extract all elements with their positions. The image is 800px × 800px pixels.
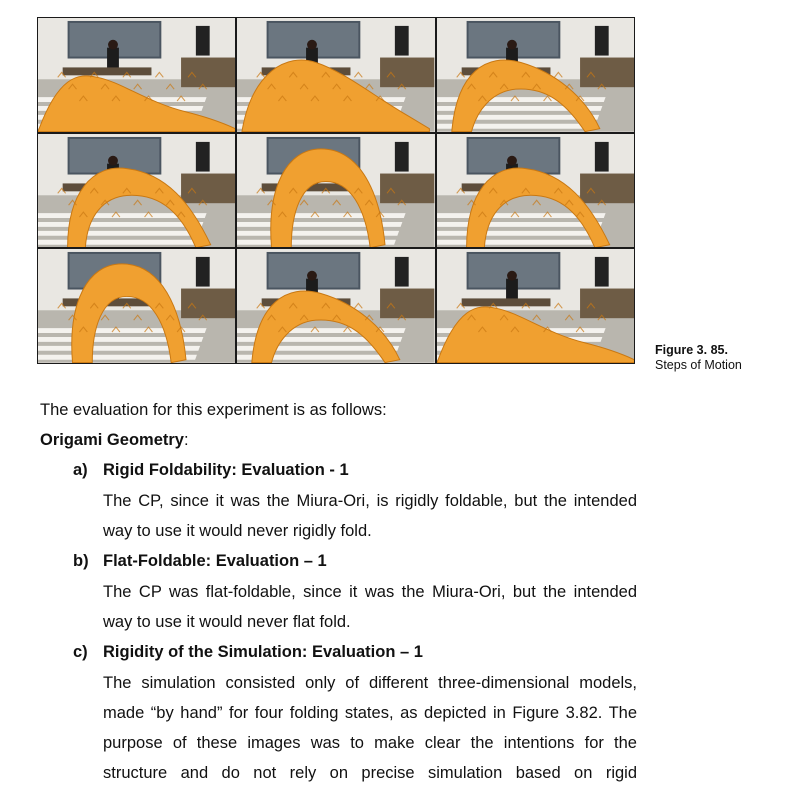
floor-plank: [38, 231, 200, 236]
desk: [580, 289, 634, 319]
figure-number: Figure 3. 85.: [655, 343, 728, 357]
desk: [580, 173, 634, 203]
floor-plank: [38, 222, 203, 227]
cabinet: [395, 26, 409, 56]
floor-plank: [38, 239, 197, 244]
item-line: purpose of these images was to make clear the intentions for the: [103, 734, 637, 752]
item-title: Rigid Foldability: Evaluation - 1: [103, 461, 349, 479]
section-title: Origami Geometry: [40, 431, 184, 449]
motion-step-photo: [38, 134, 235, 248]
section-colon: :: [183, 431, 189, 449]
table: [461, 299, 550, 307]
item-line: structure and do not rely on precise simulation based on rigid: [103, 764, 637, 782]
intro-paragraph: The evaluation for this experiment is as follows:: [40, 401, 387, 419]
item-marker: c): [73, 643, 88, 661]
item-line: way to use it would never flat fold.: [103, 613, 351, 631]
motion-step-photo: [237, 134, 434, 248]
motion-step-photo: [437, 134, 634, 248]
steps-of-motion-photo-grid: [37, 17, 635, 364]
motion-step-photo: [437, 249, 634, 363]
item-title: Rigidity of the Simulation: Evaluation – 1: [103, 643, 423, 661]
figure-caption: [655, 343, 742, 373]
motion-step-photo: [38, 249, 235, 363]
desk: [181, 58, 235, 88]
desk: [380, 289, 434, 319]
cabinet: [595, 257, 609, 287]
cabinet: [196, 142, 210, 172]
motion-step-photo: [437, 18, 634, 132]
item-line: The CP, since it was the Miura-Ori, is rigidly foldable, but the intended: [103, 492, 637, 510]
item-line: way to use it would never rigidly fold.: [103, 522, 372, 540]
person-head: [507, 40, 517, 50]
person-head: [507, 271, 517, 281]
person-head: [108, 155, 118, 165]
item-line: The simulation consisted only of different three-dimensional models,: [103, 674, 637, 692]
cabinet: [196, 26, 210, 56]
desk: [181, 289, 235, 319]
cabinet: [395, 142, 409, 172]
person-head: [307, 40, 317, 50]
floor-plank: [437, 222, 602, 227]
motion-step-photo: [237, 18, 434, 132]
item-line: made “by hand” for four folding states, as depicted in Figure 3.82. The: [103, 704, 637, 722]
motion-step-photo: [237, 249, 434, 363]
desk: [380, 58, 434, 88]
item-marker: a): [73, 461, 88, 479]
person-head: [307, 271, 317, 281]
cabinet: [395, 257, 409, 287]
table: [63, 67, 152, 75]
floor-plank: [437, 239, 596, 244]
person-head: [108, 40, 118, 50]
item-marker: b): [73, 552, 89, 570]
desk: [181, 173, 235, 203]
floor-plank: [437, 231, 599, 236]
item-title: Flat-Foldable: Evaluation – 1: [103, 552, 327, 570]
desk: [580, 58, 634, 88]
cabinet: [595, 142, 609, 172]
cabinet: [595, 26, 609, 56]
section-heading: [40, 430, 189, 450]
motion-step-photo: [38, 18, 235, 132]
item-line: The CP was flat-foldable, since it was the Miura-Ori, but the intended: [103, 583, 637, 601]
cabinet: [196, 257, 210, 287]
desk: [380, 173, 434, 203]
figure-title: Steps of Motion: [655, 358, 742, 372]
person-head: [507, 155, 517, 165]
